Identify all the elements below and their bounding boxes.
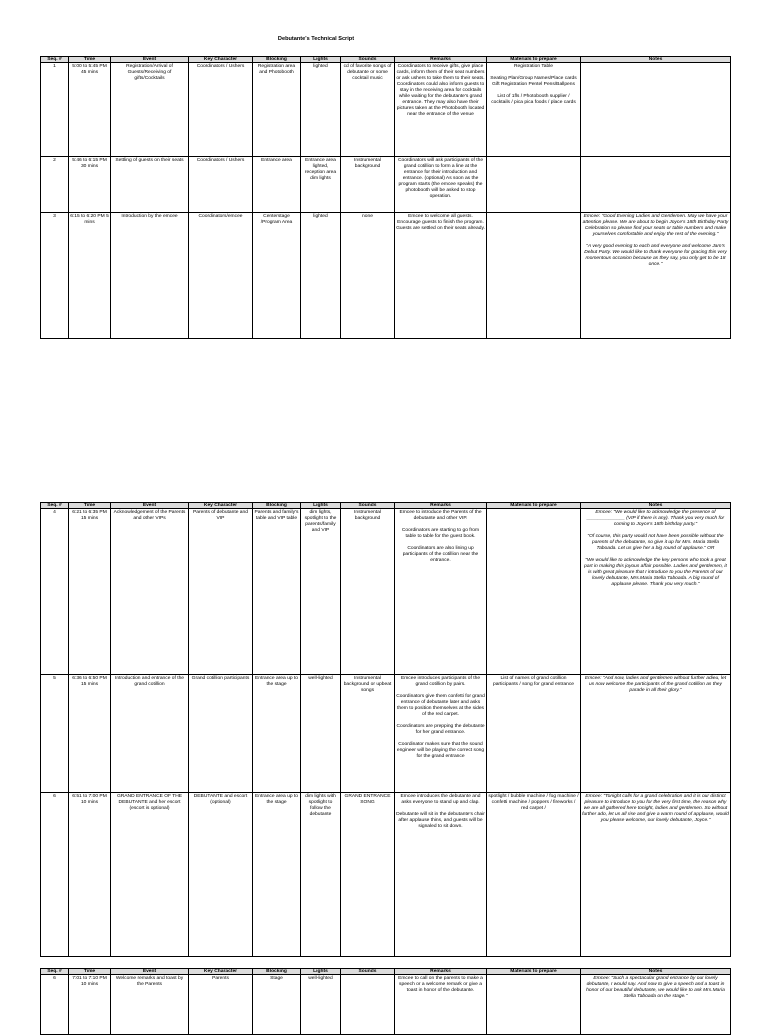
lights-cell: well-lighted: [301, 975, 341, 1035]
paragraph: Emcee to introduce the Parents of the debutante and other VIP.: [399, 509, 482, 521]
blocking-cell: Entrance area: [253, 157, 301, 213]
column-header: Materials to prepare: [487, 503, 581, 509]
column-header: Remarks: [395, 969, 487, 975]
column-header: Event: [111, 503, 189, 509]
time-cell: 5:46 to 6:15 PM 30 mins: [69, 157, 111, 213]
remarks-cell: [395, 509, 487, 675]
notes-cell: [581, 975, 731, 1035]
column-header: Materials to prepare: [487, 57, 581, 63]
paragraph: Emcee to call on the parents to make a speech or a welcome remark or give a toast in honor of the debutante.: [398, 975, 483, 993]
key-character-cell: DEBUTANTE and escort (optional): [189, 793, 253, 957]
notes-cell: [581, 63, 731, 157]
lights-cell: well-lighted: [301, 675, 341, 793]
paragraph: Seating Plan/Group Names/Place cards Gift Registration Pentel Pens/Ballpens: [490, 75, 577, 87]
blocking-cell: Stage: [253, 975, 301, 1035]
paragraph: Emcee: "We would like to acknowledge the presence of ______________ (VIP if there is any). Thank you very much for coming to Joyce's 18th birthday party.": [586, 509, 725, 527]
column-header: Key Character: [189, 969, 253, 975]
paragraph: spotlight / bubble machine / fog machine / confetti machine / poppers / fireworks / red carpet /: [488, 793, 579, 811]
materials-cell: [487, 975, 581, 1035]
lights-cell: dim lights, spotlight to the parents/family and VIP: [301, 509, 341, 675]
seq-cell: 6: [41, 793, 69, 957]
paragraph: List of 1fls / Photobooth supplier / cocktails / pica pica foods / place cards: [491, 93, 576, 105]
column-header: Time: [69, 969, 111, 975]
paragraph: Coordinator makes sure that the sound engineer will be playing the correct song for the grand entrance: [396, 742, 485, 760]
seq-cell: 2: [41, 157, 69, 213]
time-cell: 5:00 to 5:45 PM 45 mins: [69, 63, 111, 157]
blocking-cell: Parents and family's table and VIP table: [253, 509, 301, 675]
column-header: Time: [69, 57, 111, 63]
column-header: Sounds: [341, 57, 395, 63]
paragraph: Emcee: "Tonight calls for a grand celebration and it is our distinct pleasure to introduce to you for the very first time, the reason why we are all gathered here tonight, ladies and gentlemen. So without further ado, let us all rise and give a warm round of applause, would you please welcome, our lovely debutante, Joyce.": [582, 793, 729, 823]
time-cell: 6:21 to 6:35 PM 15 mins: [69, 509, 111, 675]
script-row: [41, 157, 731, 213]
column-header: Notes: [581, 969, 731, 975]
column-header: Sounds: [341, 969, 395, 975]
script-table: [40, 56, 731, 339]
materials-cell: [487, 213, 581, 339]
sounds-cell: cd of favorite songs of debutante or some cocktail music: [341, 63, 395, 157]
sounds-cell: GRAND ENTRANCE SONG: [341, 793, 395, 957]
paragraph: Debutante will sit in the debutante's chair after applause thins, and guests will be signaled to sit down.: [396, 811, 485, 829]
paragraph: Emcee: "Such a spectacular grand entrance by our lovely debutante, I would say. And now to give a speech and a toast in honor of our beautiful debutante, we would like to ask Mrs.Maria Stella Taboada on the stage.": [586, 975, 725, 999]
sounds-cell: none: [341, 213, 395, 339]
event-cell: Registration/Arrival of Guests/Receiving of gifts/Cocktails: [111, 63, 189, 157]
materials-cell: [487, 157, 581, 213]
notes-cell: [581, 675, 731, 793]
paragraph: Emcee to welcome all guests. Encourage guests to finish the program. Guests are settled on their seats already.: [396, 213, 485, 231]
column-header: Lights: [301, 57, 341, 63]
key-character-cell: Parents: [189, 975, 253, 1035]
materials-cell: [487, 509, 581, 675]
paragraph: "We would like to acknowledge the key persons who took a great part in making this joyous affair possible. Ladies and gentlemen, it is with great pleasure that I introduce to you the Parents of our lovely debutante, Mrs.Maria Stella Taboada. A big round of applause please. Thank you very much.": [584, 558, 727, 588]
sounds-cell: Instrumental background or upbeat songs: [341, 675, 395, 793]
notes-cell: [581, 793, 731, 957]
materials-cell: [487, 793, 581, 957]
paragraph: Emcee introduces the debutante and asks everyone to stand up and clap.: [400, 793, 481, 805]
script-table: [40, 502, 731, 957]
sounds-cell: [341, 975, 395, 1035]
paragraph: Coordinators to receive gifts, give place cards, inform them of their seat numbers or ask ushers to take them to their seats. Coordinators could also inform guests to stay in the receiving area for cocktails while waiting for the debutante's grand entrance. They may also have their pictures taken at the Photobooth located near the entrance of the venue: [396, 63, 485, 118]
column-header: Notes: [581, 57, 731, 63]
remarks-cell: [395, 63, 487, 157]
event-cell: GRAND ENTRANCE OF THE DEBUTANTE and her escort (escort is optional): [111, 793, 189, 957]
lights-cell: Entrance area lighted, reception area dim lights: [301, 157, 341, 213]
event-cell: Introduction and entrance of the grand cotillion: [111, 675, 189, 793]
paragraph: "A very good evening to each and everyone and welcome Jam's Debut Party. We would like to thank everyone for gracing this very momentous occasion because as they say, you only get to be 18 once.": [584, 243, 727, 268]
time-cell: 6:15 to 6:20 PM 5 mins: [69, 213, 111, 339]
key-character-cell: Grand cotillion participants: [189, 675, 253, 793]
column-header: Notes: [581, 503, 731, 509]
column-header: Event: [111, 969, 189, 975]
paragraph: Emcee: "And now, ladies and gentlemen without further adieu, let us now welcome the participants of the grand cotillion as they parade in all their glory.": [584, 675, 727, 693]
column-header: Blocking: [253, 503, 301, 509]
lights-cell: lighted: [301, 63, 341, 157]
column-header: Lights: [301, 969, 341, 975]
time-cell: 7:01 to 7:10 PM 10 mins: [69, 975, 111, 1035]
seq-cell: 6: [41, 975, 69, 1035]
time-cell: 6:36 to 6:50 PM 15 mins: [69, 675, 111, 793]
lights-cell: dim lights with spotlight to follow the debutante: [301, 793, 341, 957]
key-character-cell: Parents of debutante and VIP: [189, 509, 253, 675]
paragraph: Coordinators will ask participants of the grand cotillion to form a line at the entrance for their introduction and entrance. (optional) As soon as the program starts (the emcee speaks) the photobooth will be asked to stop operation.: [397, 157, 484, 200]
blocking-cell: Registration area and Photobooth: [253, 63, 301, 157]
blocking-cell: Entrance area up to the stage: [253, 793, 301, 957]
paragraph: Registration Table: [513, 63, 554, 69]
column-header: Time: [69, 503, 111, 509]
event-cell: Welcome remarks and toast by the Parents: [111, 975, 189, 1035]
paragraph: Emcee introduces participants of the grand cotillion by pairs.: [400, 675, 481, 687]
paragraph: Emcee: "Good Evening Ladies and Gentlemen. May we have your attention please. We are about to begin Joyce's 18th Birthday Party Celebration so please find your seats or table numbers and make yourselves comfortable and enjoy the rest of the evening.": [582, 213, 729, 237]
paragraph: Coordinators are also lining up participants of the cotillion near the entrance.: [402, 545, 479, 564]
blocking-cell: Entrance area up to the stage: [253, 675, 301, 793]
event-cell: Settling of guests on their seats: [111, 157, 189, 213]
script-row: [41, 509, 731, 675]
column-header: Blocking: [253, 969, 301, 975]
remarks-cell: [395, 975, 487, 1035]
key-character-cell: Coordinators/emcee: [189, 213, 253, 339]
remarks-cell: [395, 157, 487, 213]
paragraph: "Of course, this party would not have been possible without the parents of the debutante, so give it up for Mrs. Maria Stella Taboada. Let us give her a big round of applause." OR: [587, 533, 724, 551]
paragraph: Coordinators are prepping the debutante for her grand entrance.: [396, 724, 485, 736]
script-row: [41, 213, 731, 339]
seq-cell: 5: [41, 675, 69, 793]
materials-cell: [487, 675, 581, 793]
column-header: Key Character: [189, 503, 253, 509]
sounds-cell: Instrumental background: [341, 509, 395, 675]
column-header: Seq. #: [41, 503, 69, 509]
remarks-cell: [395, 213, 487, 339]
column-header: Key Character: [189, 57, 253, 63]
script-table: [40, 968, 731, 1035]
seq-cell: 4: [41, 509, 69, 675]
column-header: Remarks: [395, 57, 487, 63]
script-row: [41, 675, 731, 793]
event-cell: Acknowledgement of the Parents and other VIPs: [111, 509, 189, 675]
materials-cell: [487, 63, 581, 157]
document-title: Debutante's Technical Script: [277, 36, 355, 42]
script-row: [41, 793, 731, 957]
lights-cell: lighted: [301, 213, 341, 339]
column-header: Sounds: [341, 503, 395, 509]
column-header: Event: [111, 57, 189, 63]
column-header: Lights: [301, 503, 341, 509]
paragraph: Coordinators give them confetti for grand entrance of debutante later and asks them to position themselves at the sides of the red carpet.: [396, 693, 485, 717]
column-header: Blocking: [253, 57, 301, 63]
column-header: Seq. #: [41, 57, 69, 63]
script-row: [41, 63, 731, 157]
column-header: Seq. #: [41, 969, 69, 975]
event-cell: Introduction by the emcee: [111, 213, 189, 339]
paragraph: List of names of grand cotillion participants / song for grand entrance: [492, 675, 574, 687]
key-character-cell: Coordinators / Ushers: [189, 63, 253, 157]
notes-cell: [581, 213, 731, 339]
seq-cell: 3: [41, 213, 69, 339]
column-header: Materials to prepare: [487, 969, 581, 975]
seq-cell: 1: [41, 63, 69, 157]
paragraph: Coordinators are starting to go from table to table for the guest book.: [401, 527, 480, 539]
column-header: Remarks: [395, 503, 487, 509]
key-character-cell: Coordinators / Ushers: [189, 157, 253, 213]
blocking-cell: Centerstage /Program Area: [253, 213, 301, 339]
remarks-cell: [395, 675, 487, 793]
remarks-cell: [395, 793, 487, 957]
notes-cell: [581, 157, 731, 213]
time-cell: 6:51 to 7:00 PM 10 mins: [69, 793, 111, 957]
notes-cell: [581, 509, 731, 675]
script-row: [41, 975, 731, 1035]
sounds-cell: Instrumental background: [341, 157, 395, 213]
